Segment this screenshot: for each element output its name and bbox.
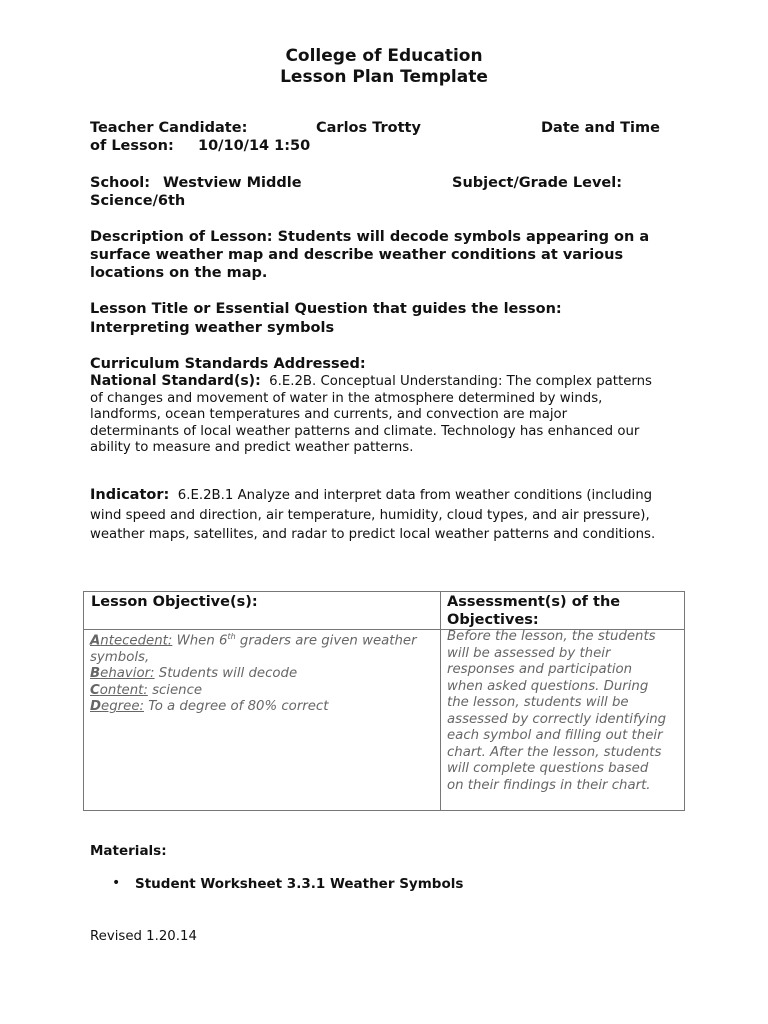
- teacher-candidate-name: Carlos Trotty: [316, 120, 421, 136]
- subject-grade-value: Science/6th: [90, 193, 186, 209]
- assessment-line: Before the lesson, the students: [447, 629, 656, 644]
- assessment-line: assessed by correctly identifying: [447, 711, 667, 727]
- table-divider-vertical: [440, 592, 441, 810]
- assessment-header-line-1: Assessment(s) of the: [447, 594, 621, 610]
- assessment-header-line-2: Objectives:: [447, 612, 539, 628]
- document-title-template: Lesson Plan Template: [280, 67, 488, 87]
- national-standard-line-2: of changes and movement of water in the atmosphere determined by winds,: [90, 390, 603, 406]
- degree-text: To a degree of 80% correct: [143, 699, 329, 715]
- indicator-line-1: 6.E.2B.1 Analyze and interpret data from weather conditions (including: [177, 488, 653, 503]
- assessment-cell: [447, 629, 683, 794]
- indicator-line-2: wind speed and direction, air temperature, humidity, cloud types, and air pressure),: [90, 507, 650, 523]
- description-line-1: Description of Lesson: Students will decode symbols appearing on a: [90, 229, 650, 245]
- behavior-initial: B: [90, 666, 101, 682]
- teacher-candidate-label: Teacher Candidate:: [90, 120, 248, 136]
- content-label-rest: ontent:: [99, 682, 148, 698]
- assessment-line: will complete questions based: [447, 761, 649, 776]
- assessment-line: when asked questions. During: [447, 678, 649, 694]
- subject-grade-label: Subject/Grade Level:: [452, 175, 622, 191]
- assessment-line: the lesson, students will be: [447, 695, 629, 710]
- national-standards: [90, 373, 690, 457]
- description-line-3: locations on the map.: [90, 265, 268, 281]
- antecedent-text-b: graders are given weather: [235, 633, 417, 649]
- school-label: School:: [90, 175, 151, 191]
- description-line-2: surface weather map and describe weather conditions at various: [90, 247, 624, 263]
- antecedent-label: [90, 633, 172, 648]
- national-standard-line-3: landforms, ocean temperatures and currents, and convection are major: [90, 407, 568, 422]
- national-standard-line-4: determinants of local weather patterns and climate. Technology has enhanced our: [90, 423, 640, 439]
- antecedent-initial: A: [90, 633, 101, 649]
- antecedent-label-rest: ntecedent:: [100, 633, 173, 649]
- materials-item: Student Worksheet 3.3.1 Weather Symbols: [135, 876, 464, 892]
- indicator-line-3: weather maps, satellites, and radar to predict local weather patterns and conditions.: [90, 527, 656, 542]
- objectives-cell: [90, 629, 435, 716]
- assessment-line: each symbol and filling out their: [447, 728, 663, 743]
- date-time-value: 10/10/14 1:50: [198, 138, 311, 154]
- national-standard-label: National Standard(s):: [90, 373, 261, 389]
- degree-label: [90, 699, 144, 714]
- objectives-table: [83, 591, 685, 811]
- revised-footer: Revised 1.20.14: [90, 929, 197, 944]
- document-title-college: College of Education: [285, 46, 483, 66]
- bullet-icon: •: [112, 875, 121, 891]
- date-time-label: Date and Time: [541, 120, 660, 136]
- national-standard-line-5: ability to measure and predict weather patterns.: [90, 440, 414, 455]
- essential-question-label: Lesson Title or Essential Question that guides the lesson:: [90, 301, 562, 317]
- assessment-line: will be assessed by their: [447, 645, 611, 661]
- antecedent-superscript: th: [227, 632, 236, 641]
- degree-initial: D: [90, 699, 102, 715]
- content-initial: C: [90, 682, 100, 698]
- antecedent-text-a: When 6: [172, 633, 228, 649]
- assessment-line: on their findings in their chart.: [447, 777, 651, 793]
- essential-question-value: Interpreting weather symbols: [90, 320, 335, 336]
- behavior-text: Students will decode: [154, 666, 298, 682]
- assessment-line: chart. After the lesson, students: [447, 744, 662, 760]
- behavior-label-rest: ehavior:: [100, 666, 155, 682]
- content-text: science: [147, 682, 203, 698]
- indicator-label: Indicator:: [90, 487, 170, 503]
- behavior-label: [90, 666, 155, 681]
- standards-heading: Curriculum Standards Addressed:: [90, 356, 366, 372]
- date-time-label-cont: of Lesson:: [90, 138, 174, 154]
- objectives-header: Lesson Objective(s):: [91, 594, 258, 610]
- assessment-line: responses and participation: [447, 662, 633, 677]
- school-value: Westview Middle: [163, 175, 302, 191]
- materials-label: Materials:: [90, 843, 167, 859]
- content-label: [90, 683, 148, 698]
- degree-label-rest: egree:: [101, 699, 144, 715]
- indicator: [90, 486, 690, 545]
- national-standard-line-1: 6.E.2B. Conceptual Understanding: The complex patterns: [269, 374, 652, 389]
- antecedent-text-c: symbols,: [90, 649, 150, 665]
